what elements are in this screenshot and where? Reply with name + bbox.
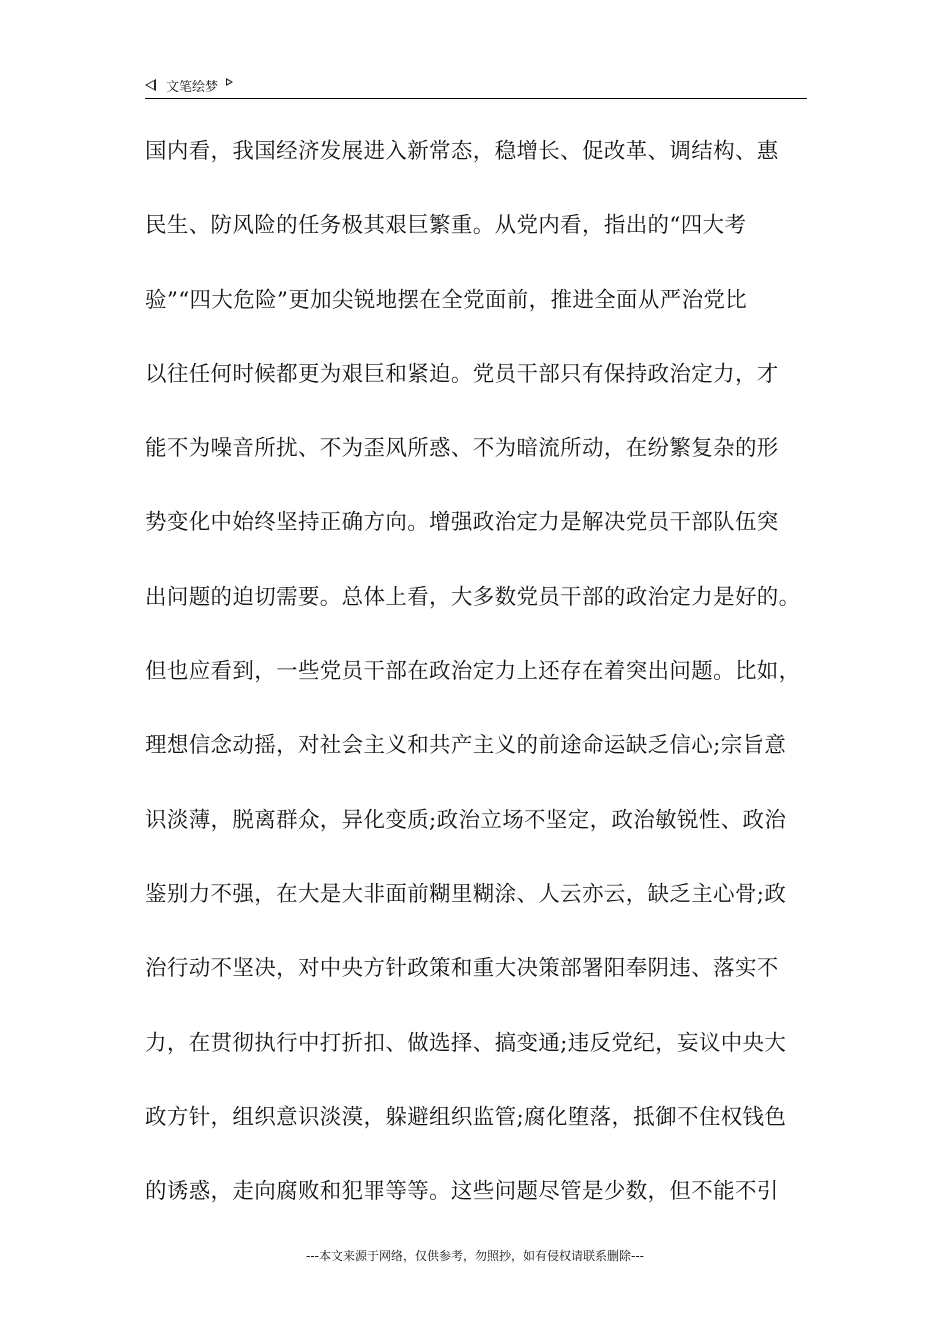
body-text bbox=[145, 130, 815, 1244]
text-line: 理想信念动摇，对社会主义和共产主义的前途命运缺乏信心;宗旨意 bbox=[145, 733, 787, 759]
text-line: 但也应看到，一些党员干部在政治定力上还存在着突出问题。比如， bbox=[145, 659, 801, 685]
triangle-right-icon bbox=[226, 78, 233, 86]
text-line: 的诱惑，走向腐败和犯罪等等。这些问题尽管是少数，但不能不引 bbox=[145, 1179, 779, 1205]
text-line: 治行动不坚决，对中央方针政策和重大决策部署阳奉阴违、落实不 bbox=[145, 956, 779, 982]
header-title: 文笔绘梦 bbox=[166, 79, 219, 95]
text-line: 力，在贯彻执行中打折扣、做选择、搞变通;违反党纪，妄议中央大 bbox=[145, 1030, 787, 1056]
triangle-left-icon bbox=[145, 79, 156, 91]
text-line: 民生、防风险的任务极其艰巨繁重。从党内看，指出的“四大考 bbox=[145, 213, 747, 239]
page-header bbox=[145, 72, 807, 99]
text-line: 国内看，我国经济发展进入新常态，稳增长、促改革、调结构、惠 bbox=[145, 139, 779, 164]
text-line: 鉴别力不强，在大是大非面前糊里糊涂、人云亦云，缺乏主心骨;政 bbox=[145, 881, 787, 907]
text-line: 政方针，组织意识淡漠，躲避组织监管;腐化堕落，抵御不住权钱色 bbox=[145, 1104, 787, 1130]
text-line: 出问题的迫切需要。总体上看，大多数党员干部的政治定力是好的。 bbox=[145, 584, 801, 610]
text-line: 能不为噪音所扰、不为歪风所惑、不为暗流所动，在纷繁复杂的形 bbox=[145, 436, 779, 462]
text-line: 识淡薄，脱离群众，异化变质;政治立场不坚定，政治敏锐性、政治 bbox=[145, 807, 787, 833]
footer-disclaimer: ---本文来源于网络，仅供参考，勿照抄，如有侵权请联系删除--- bbox=[306, 1249, 644, 1263]
text-line: 势变化中始终坚持正确方向。增强政治定力是解决党员干部队伍突 bbox=[145, 510, 779, 536]
text-line: 验”“四大危险”更加尖锐地摆在全党面前，推进全面从严治党比 bbox=[145, 287, 748, 313]
text-line: 以往任何时候都更为艰巨和紧迫。党员干部只有保持政治定力，才 bbox=[145, 361, 779, 387]
